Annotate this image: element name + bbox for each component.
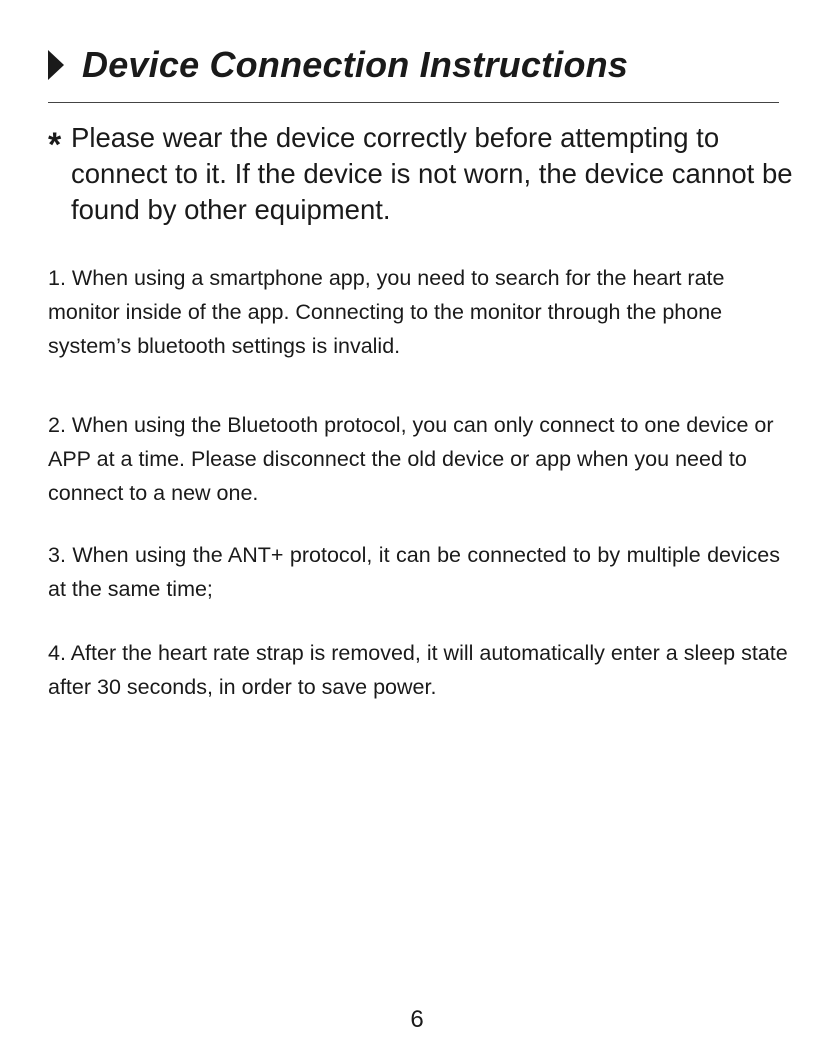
section-header bbox=[48, 44, 628, 86]
instruction-item-4: 4. After the heart rate strap is removed, it will automatically enter a sleep state after 30 seconds, in order to save power. bbox=[48, 641, 788, 699]
instruction-item-2: 2. When using the Bluetooth protocol, you can only connect to one device or APP at a time. Please disconnect the old device or app when you need to connect to a new one. bbox=[48, 413, 774, 505]
instruction-item-1: 1. When using a smartphone app, you need to search for the heart rate monitor inside of the app. Connecting to the monitor through the phone system’s bluetooth settings is invalid. bbox=[48, 266, 725, 358]
instruction-item-3: 3. When using the ANT+ protocol, it can be connected to by multiple devices at the same time; bbox=[48, 543, 780, 601]
triangle-bullet-icon bbox=[48, 50, 64, 80]
note-text: Please wear the device correctly before attempting to connect to it. If the device is not worn, the device cannot be found by other equipment. bbox=[71, 122, 793, 225]
asterisk-icon: * bbox=[48, 126, 62, 164]
header-divider bbox=[48, 102, 779, 103]
page-number: 6 bbox=[410, 1006, 424, 1033]
page-title: Device Connection Instructions bbox=[82, 44, 629, 85]
important-note bbox=[48, 120, 808, 228]
